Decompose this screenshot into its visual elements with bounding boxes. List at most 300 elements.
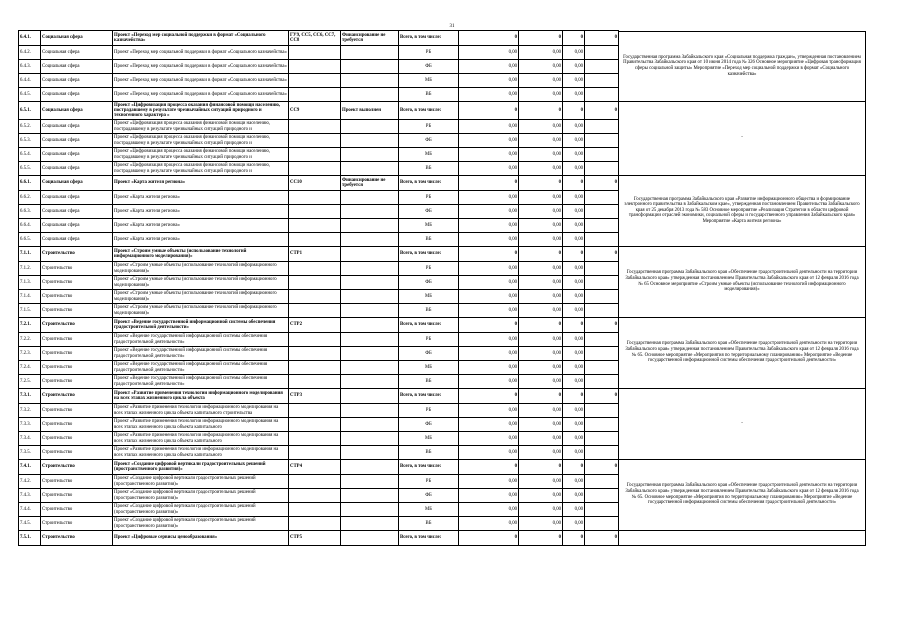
project-code-cell — [289, 418, 341, 432]
value-cell: 0,00 — [519, 60, 563, 74]
value-cell: 0 — [459, 531, 519, 546]
budget-source-cell: ВБ — [399, 88, 459, 102]
project-name-cell: Проект «Ведение государственной информационной системы обеспечения градостроительной деятельности» — [113, 361, 289, 375]
value-cell: 0,00 — [519, 262, 563, 276]
sphere-cell: Строительство — [41, 347, 113, 361]
budget-source-cell: ВБ — [399, 375, 459, 389]
sphere-cell: Строительство — [41, 517, 113, 531]
financing-cell — [341, 290, 399, 304]
value-cell: 0,00 — [563, 404, 585, 418]
project-code-cell: СТР2 — [289, 318, 341, 333]
row-number-cell: 7.4.4. — [19, 503, 41, 517]
value-cell: 0,00 — [563, 276, 585, 290]
project-name-cell: Проект «Карта жителя региона» — [113, 176, 289, 191]
sphere-cell: Социальная сфера — [41, 60, 113, 74]
table-row — [19, 503, 619, 517]
budget-source-cell: ФБ — [399, 489, 459, 503]
table-row — [19, 247, 619, 262]
table-row — [19, 120, 619, 134]
sphere-cell: Социальная сфера — [41, 233, 113, 247]
value-cell: 0,00 — [563, 503, 585, 517]
financing-cell — [341, 503, 399, 517]
sphere-cell: Социальная сфера — [41, 120, 113, 134]
financing-cell — [341, 460, 399, 475]
value-cell: 0 — [563, 31, 585, 46]
table-row — [19, 432, 619, 446]
value-cell: 0,00 — [563, 191, 585, 205]
program-note: Государственная программа Забайкальского края «Развитие информационного общества и формирование электронного правительства в Забайкальском крае», утвержденная постановлением Правительства Забайкальского края от 25 декабря 2013 года № 583 Основное мероприятие «Реализация Стратегии в области цифровой трансформации отраслей экономики, социальной сферы и государственного управления Забайкальского края» Мероприятие «Карта жителя региона» — [618, 176, 866, 247]
sphere-cell: Социальная сфера — [41, 205, 113, 219]
value-cell: 0,00 — [519, 134, 563, 148]
sphere-cell: Социальная сфера — [41, 46, 113, 60]
value-cell: 0,00 — [519, 88, 563, 102]
value-cell: 0,00 — [563, 375, 585, 389]
value-cell: 0,00 — [519, 120, 563, 134]
value-cell: 0,00 — [519, 446, 563, 460]
row-number-cell: 6.6.3. — [19, 205, 41, 219]
financing-cell — [341, 60, 399, 74]
value-cell — [585, 233, 619, 247]
financing-cell: Проект выполнен — [341, 102, 399, 120]
value-cell: 0,00 — [459, 191, 519, 205]
row-number-cell: 7.3.2. — [19, 404, 41, 418]
sphere-cell: Строительство — [41, 432, 113, 446]
sphere-cell: Социальная сфера — [41, 31, 113, 46]
row-number-cell: 7.2.5. — [19, 375, 41, 389]
project-name-cell: Проект «Развитие применения технологии информационного моделирования на всех этапах жизненного цикла объекта капитального строительства — [113, 404, 289, 418]
value-cell: 0,00 — [459, 432, 519, 446]
value-cell: 0 — [519, 460, 563, 475]
budget-source-cell: ФБ — [399, 134, 459, 148]
project-name-cell: Проект «Развитие применения технологии информационного моделирования на всех этапах жизненного цикла объекта капитального — [113, 446, 289, 460]
value-cell: 0,00 — [563, 60, 585, 74]
financing-cell — [341, 134, 399, 148]
project-code-cell — [289, 517, 341, 531]
value-cell: 0,00 — [563, 46, 585, 60]
financing-cell — [341, 247, 399, 262]
budget-source-cell: ВБ — [399, 446, 459, 460]
table-row — [19, 219, 619, 233]
project-code-cell — [289, 148, 341, 162]
value-cell: 0,00 — [459, 233, 519, 247]
project-name-cell: Проект «Строим умные объекты (использование технологий информационного моделирования)» — [113, 247, 289, 262]
project-code-cell — [289, 361, 341, 375]
project-name-cell: Проект «Цифровые сервисы ценообразования» — [113, 531, 289, 546]
value-cell: 0,00 — [563, 262, 585, 276]
value-cell: 0,00 — [563, 290, 585, 304]
sphere-cell: Строительство — [41, 375, 113, 389]
value-cell — [585, 74, 619, 88]
value-cell — [585, 290, 619, 304]
value-cell: 0 — [585, 531, 619, 546]
row-number-cell: 7.5.1. — [19, 531, 41, 546]
project-name-cell: Проект «Строим умные объекты (использование технологий информационного моделирования)» — [113, 262, 289, 276]
value-cell: 0 — [585, 247, 619, 262]
sphere-cell: Строительство — [41, 361, 113, 375]
value-cell: 0,00 — [563, 432, 585, 446]
sphere-cell: Строительство — [41, 276, 113, 290]
value-cell: 0,00 — [459, 60, 519, 74]
project-code-cell — [289, 88, 341, 102]
financing-cell — [341, 148, 399, 162]
sphere-cell: Социальная сфера — [41, 102, 113, 120]
value-cell: 0 — [519, 31, 563, 46]
value-cell: 0 — [563, 460, 585, 475]
sphere-cell: Строительство — [41, 262, 113, 276]
budget-source-cell: ФБ — [399, 60, 459, 74]
value-cell — [585, 475, 619, 489]
row-number-cell: 7.2.4. — [19, 361, 41, 375]
value-cell — [585, 517, 619, 531]
table-row — [19, 46, 619, 60]
value-cell: 0 — [519, 176, 563, 191]
financing-cell — [341, 404, 399, 418]
table-row — [19, 205, 619, 219]
value-cell: 0,00 — [459, 276, 519, 290]
budget-source-cell: РБ — [399, 333, 459, 347]
value-cell — [585, 418, 619, 432]
value-cell: 0,00 — [459, 219, 519, 233]
project-name-cell: Проект «Переход мер социальной поддержки в формат «Социального казначейства» — [113, 74, 289, 88]
project-code-cell — [289, 290, 341, 304]
sphere-cell: Строительство — [41, 389, 113, 404]
row-number-cell: 6.6.4. — [19, 219, 41, 233]
value-cell: 0,00 — [563, 88, 585, 102]
project-name-cell: Проект «Переход мер социальной поддержки в формат «Социального казначейства» — [113, 60, 289, 74]
value-cell: 0 — [519, 389, 563, 404]
row-number-cell: 6.6.1. — [19, 176, 41, 191]
budget-source-cell: Всего, в том числе: — [399, 247, 459, 262]
value-cell — [585, 333, 619, 347]
table-row — [19, 176, 619, 191]
table-row — [19, 290, 619, 304]
value-cell: 0,00 — [563, 304, 585, 318]
table-row — [19, 304, 619, 318]
value-cell: 0,00 — [459, 503, 519, 517]
row-number-cell: 7.1.5. — [19, 304, 41, 318]
value-cell — [585, 191, 619, 205]
project-code-cell — [289, 475, 341, 489]
value-cell: 0 — [563, 247, 585, 262]
financing-cell — [341, 517, 399, 531]
project-name-cell: Проект «Строим умные объекты (использование технологий информационного моделирования)» — [113, 304, 289, 318]
project-code-cell: СТР5 — [289, 531, 341, 546]
table-row — [19, 162, 619, 176]
row-number-cell: 7.1.4. — [19, 290, 41, 304]
financing-cell — [341, 318, 399, 333]
budget-source-cell: Всего, в том числе: — [399, 531, 459, 546]
value-cell: 0,00 — [563, 517, 585, 531]
value-cell: 0,00 — [563, 475, 585, 489]
project-code-cell: СС9 — [289, 102, 341, 120]
financing-cell — [341, 333, 399, 347]
value-cell — [585, 148, 619, 162]
value-cell: 0,00 — [459, 375, 519, 389]
financing-cell — [341, 162, 399, 176]
financing-cell — [341, 389, 399, 404]
value-cell: 0 — [585, 460, 619, 475]
value-cell — [585, 446, 619, 460]
project-name-cell: Проект «Создание цифровой вертикали градостроительных решений (пространственного развития)» — [113, 489, 289, 503]
budget-source-cell: Всего, в том числе: — [399, 31, 459, 46]
sphere-cell: Социальная сфера — [41, 88, 113, 102]
project-name-cell: Проект «Карта жителя региона» — [113, 191, 289, 205]
project-code-cell — [289, 219, 341, 233]
value-cell — [585, 219, 619, 233]
value-cell: 0,00 — [563, 120, 585, 134]
project-code-cell — [289, 432, 341, 446]
budget-source-cell: ВБ — [399, 162, 459, 176]
budget-source-cell: МБ — [399, 219, 459, 233]
table-row — [19, 389, 619, 404]
value-cell: 0,00 — [519, 361, 563, 375]
value-cell — [585, 205, 619, 219]
project-name-cell: Проект «Цифровизация процесса оказания финансовой помощи населению, пострадавшему в результате чрезвычайных ситуаций природного и — [113, 148, 289, 162]
value-cell: 0,00 — [459, 205, 519, 219]
project-name-cell: Проект «Цифровизация процесса оказания финансовой помощи населению, пострадавшему в результате чрезвычайных ситуаций природного и — [113, 134, 289, 148]
value-cell: 0,00 — [459, 446, 519, 460]
table-row — [19, 134, 619, 148]
financing-cell — [341, 531, 399, 546]
table-row — [19, 517, 619, 531]
table-row — [19, 375, 619, 389]
project-code-cell — [289, 120, 341, 134]
value-cell: 0,00 — [563, 148, 585, 162]
project-code-cell — [289, 262, 341, 276]
value-cell: 0,00 — [563, 74, 585, 88]
project-name-cell: Проект «Переход мер социальной поддержки в формат «Социального казначейства» — [113, 88, 289, 102]
value-cell — [585, 361, 619, 375]
value-cell: 0 — [585, 176, 619, 191]
value-cell: 0 — [459, 31, 519, 46]
row-number-cell: 7.1.3. — [19, 276, 41, 290]
row-number-cell: 7.2.3. — [19, 347, 41, 361]
project-code-cell: СТР1 — [289, 247, 341, 262]
value-cell: 0,00 — [519, 489, 563, 503]
value-cell: 0 — [459, 460, 519, 475]
sphere-cell: Социальная сфера — [41, 74, 113, 88]
value-cell — [585, 162, 619, 176]
value-cell: 0,00 — [519, 418, 563, 432]
project-code-cell — [289, 74, 341, 88]
value-cell: 0,00 — [519, 276, 563, 290]
project-code-cell — [289, 503, 341, 517]
table-row — [19, 191, 619, 205]
program-note: - — [618, 389, 866, 460]
sphere-cell: Строительство — [41, 531, 113, 546]
value-cell: 0,00 — [519, 475, 563, 489]
financing-cell — [341, 88, 399, 102]
sphere-cell: Социальная сфера — [41, 134, 113, 148]
value-cell: 0,00 — [519, 517, 563, 531]
value-cell: 0 — [459, 247, 519, 262]
budget-source-cell: РБ — [399, 191, 459, 205]
value-cell: 0,00 — [459, 517, 519, 531]
value-cell: 0,00 — [519, 503, 563, 517]
table-row — [19, 489, 619, 503]
row-number-cell: 7.1.1. — [19, 247, 41, 262]
project-name-cell: Проект «Развитие применения технологии информационного моделирования на всех этапах жизненного цикла объекта — [113, 389, 289, 404]
value-cell: 0,00 — [459, 489, 519, 503]
budget-source-cell: РБ — [399, 404, 459, 418]
budget-source-cell: ФБ — [399, 418, 459, 432]
sphere-cell: Строительство — [41, 404, 113, 418]
financing-cell — [341, 191, 399, 205]
value-cell: 0,00 — [459, 304, 519, 318]
table-row — [19, 446, 619, 460]
sphere-cell: Строительство — [41, 475, 113, 489]
value-cell: 0,00 — [563, 233, 585, 247]
value-cell: 0 — [563, 176, 585, 191]
financing-cell — [341, 120, 399, 134]
project-code-cell — [289, 446, 341, 460]
value-cell: 0,00 — [459, 134, 519, 148]
row-number-cell: 6.5.5. — [19, 162, 41, 176]
sphere-cell: Социальная сфера — [41, 162, 113, 176]
row-number-cell: 7.3.1. — [19, 389, 41, 404]
sphere-cell: Социальная сфера — [41, 219, 113, 233]
budget-source-cell: РБ — [399, 120, 459, 134]
budget-source-cell: ВБ — [399, 233, 459, 247]
value-cell — [585, 404, 619, 418]
financing-cell: Финансирование не требуется — [341, 176, 399, 191]
value-cell — [585, 489, 619, 503]
row-number-cell: 6.4.5. — [19, 88, 41, 102]
value-cell: 0,00 — [563, 361, 585, 375]
project-name-cell: Проект «Ведение государственной информационной системы обеспечения градостроительной деятельности» — [113, 333, 289, 347]
project-code-cell — [289, 333, 341, 347]
program-note: Государственная программа Забайкальского края «Обеспечение градостроительной деятельности на территории Забайкальского края» утвержденная постановлением Правительства Забайкальского края от 12 февраля 2016 года № 65. Основное мероприятие «Мероприятия по территориальному планированию» Мероприятие «Ведение государственной информационной системы обеспечения градостроительной деятельности» — [618, 460, 866, 531]
row-number-cell: 6.5.3. — [19, 134, 41, 148]
budget-source-cell: МБ — [399, 361, 459, 375]
financing-cell — [341, 262, 399, 276]
sphere-cell: Строительство — [41, 290, 113, 304]
value-cell: 0,00 — [519, 219, 563, 233]
value-cell — [585, 432, 619, 446]
financing-cell — [341, 74, 399, 88]
value-cell: 0,00 — [519, 205, 563, 219]
value-cell — [585, 134, 619, 148]
financing-cell — [341, 475, 399, 489]
project-name-cell: Проект «Ведение государственной информационной системы обеспечения градостроительной деятельности» — [113, 347, 289, 361]
value-cell: 0,00 — [459, 46, 519, 60]
budget-source-cell: РБ — [399, 46, 459, 60]
project-name-cell: Проект «Карта жителя региона» — [113, 219, 289, 233]
value-cell: 0,00 — [563, 418, 585, 432]
value-cell: 0,00 — [459, 418, 519, 432]
budget-source-cell: РБ — [399, 475, 459, 489]
value-cell: 0 — [459, 318, 519, 333]
table-row — [19, 148, 619, 162]
budget-source-cell: РБ — [399, 262, 459, 276]
project-code-cell: СТР3 — [289, 389, 341, 404]
value-cell: 0,00 — [563, 205, 585, 219]
value-cell — [585, 262, 619, 276]
program-note: Государственная программа Забайкальского края «Социальная поддержка граждан», утвержденная постановлением Правительства Забайкальского края от 10 июня 2014 года № 326 Основное мероприятие «Цифровая трансформация сферы социальной защиты» Мероприятие «Переход мер социальной поддержки в формат «Социального казначейства» — [618, 31, 866, 102]
row-number-cell: 6.5.1. — [19, 102, 41, 120]
row-number-cell: 6.4.2. — [19, 46, 41, 60]
value-cell: 0,00 — [459, 74, 519, 88]
budget-source-cell: Всего, в том числе: — [399, 102, 459, 120]
budget-source-cell: МБ — [399, 74, 459, 88]
value-cell: 0 — [459, 176, 519, 191]
table-row — [19, 531, 619, 546]
value-cell — [585, 347, 619, 361]
value-cell: 0,00 — [459, 361, 519, 375]
value-cell: 0,00 — [519, 148, 563, 162]
table-row — [19, 361, 619, 375]
sphere-cell: Строительство — [41, 489, 113, 503]
row-number-cell: 6.4.3. — [19, 60, 41, 74]
value-cell — [585, 304, 619, 318]
project-name-cell: Проект «Карта жителя региона» — [113, 205, 289, 219]
sphere-cell: Строительство — [41, 418, 113, 432]
value-cell: 0,00 — [519, 191, 563, 205]
value-cell: 0,00 — [459, 347, 519, 361]
value-cell: 0,00 — [519, 432, 563, 446]
row-number-cell: 6.4.4. — [19, 74, 41, 88]
table-row — [19, 233, 619, 247]
row-number-cell: 7.3.4. — [19, 432, 41, 446]
value-cell — [585, 120, 619, 134]
value-cell: 0,00 — [459, 148, 519, 162]
budget-source-cell: МБ — [399, 432, 459, 446]
table-row — [19, 347, 619, 361]
value-cell: 0,00 — [563, 489, 585, 503]
project-name-cell: Проект «Цифровизация процесса оказания финансовой помощи населению, пострадавшему в результате чрезвычайных ситуаций природного и — [113, 162, 289, 176]
financing-cell: Финансирование не требуется — [341, 31, 399, 46]
sphere-cell: Строительство — [41, 318, 113, 333]
sphere-cell: Строительство — [41, 446, 113, 460]
row-number-cell: 7.2.2. — [19, 333, 41, 347]
value-cell: 0,00 — [563, 134, 585, 148]
financing-cell — [341, 276, 399, 290]
financing-cell — [341, 418, 399, 432]
project-code-cell — [289, 404, 341, 418]
value-cell: 0,00 — [519, 304, 563, 318]
value-cell: 0,00 — [519, 74, 563, 88]
sphere-cell: Социальная сфера — [41, 176, 113, 191]
project-name-cell: Проект «Создание цифровой вертикали градостроительных решений (пространственного развития)» — [113, 460, 289, 475]
table-row — [19, 74, 619, 88]
sphere-cell: Строительство — [41, 460, 113, 475]
row-number-cell: 7.2.1. — [19, 318, 41, 333]
project-code-cell: СС10 — [289, 176, 341, 191]
project-name-cell: Проект «Создание цифровой вертикали градостроительных решений (пространственного развития)» — [113, 517, 289, 531]
project-name-cell: Проект «Цифровизация процесса оказания финансовой помощи населению, пострадавшему в результате чрезвычайных ситуаций природного и техногенного характера » — [113, 102, 289, 120]
project-name-cell: Проект «Ведение государственной информационной системы обеспечения градостроительной деятельности» — [113, 318, 289, 333]
value-cell: 0 — [585, 31, 619, 46]
row-number-cell: 7.3.5. — [19, 446, 41, 460]
project-name-cell: Проект «Цифровизация процесса оказания финансовой помощи населению, пострадавшему в результате чрезвычайных ситуаций природного и — [113, 120, 289, 134]
row-number-cell: 6.4.1. — [19, 31, 41, 46]
value-cell: 0 — [519, 531, 563, 546]
row-number-cell: 7.4.5. — [19, 517, 41, 531]
value-cell: 0,00 — [519, 290, 563, 304]
project-name-cell: Проект «Развитие применения технологии информационного моделирования на всех этапах жизненного цикла объекта капитального — [113, 418, 289, 432]
financing-cell — [341, 233, 399, 247]
project-code-cell — [289, 205, 341, 219]
value-cell: 0,00 — [563, 347, 585, 361]
project-code-cell — [289, 46, 341, 60]
budget-source-cell: ВБ — [399, 304, 459, 318]
value-cell: 0,00 — [519, 233, 563, 247]
budget-source-cell: ФБ — [399, 276, 459, 290]
table-row — [19, 88, 619, 102]
value-cell: 0 — [585, 389, 619, 404]
financing-cell — [341, 304, 399, 318]
financing-cell — [341, 489, 399, 503]
